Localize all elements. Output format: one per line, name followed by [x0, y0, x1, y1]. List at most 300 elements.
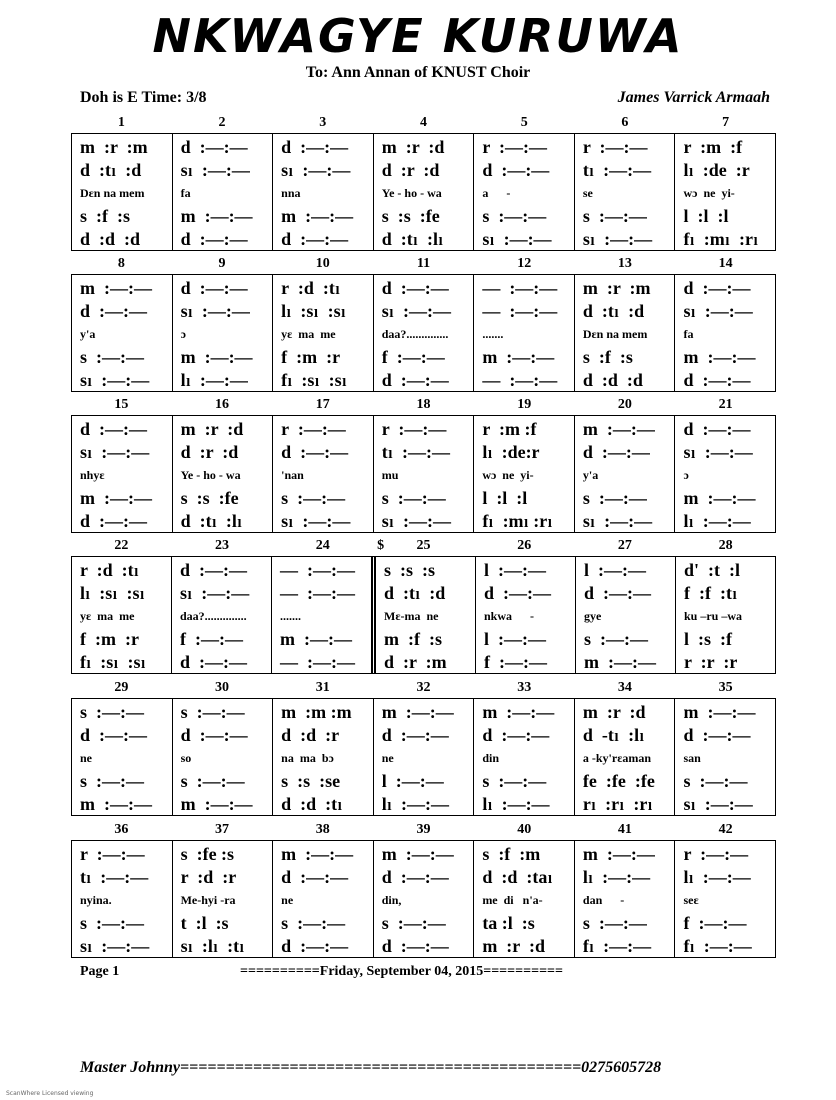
- bass-line: sₗ :—:—: [80, 936, 150, 956]
- bass-line: fₗ :—:—: [582, 936, 652, 956]
- bass-line: d :—:—: [281, 936, 349, 956]
- soprano-line: m :m :m: [281, 702, 352, 722]
- tenor-line: m :—:—: [683, 488, 756, 508]
- alto-line: d :—:—: [584, 583, 651, 603]
- tenor-line: m :—:—: [180, 206, 253, 226]
- measure: [674, 416, 775, 532]
- soprano-line: m :—:—: [482, 702, 555, 722]
- system-box: [71, 698, 776, 816]
- measure: [574, 699, 675, 815]
- measure-number-row: [71, 538, 776, 556]
- measure-number: 20: [617, 397, 632, 412]
- tenor-line: f :—:—: [180, 629, 243, 649]
- lyric-line: ɔ: [180, 327, 186, 341]
- soprano-line: s :f :m: [482, 844, 541, 864]
- soprano-line: l :—:—: [584, 560, 646, 580]
- measure-number: 4: [419, 115, 427, 130]
- soprano-line: s :s :s: [384, 560, 436, 580]
- measure-number: 22: [114, 538, 129, 553]
- bass-line: d :d :d: [80, 229, 141, 249]
- bass-line: sₗ :—:—: [381, 511, 451, 531]
- lyric-line: yɛ ma me: [281, 327, 336, 341]
- song-title: NKWAGYE KURUWA: [152, 9, 684, 63]
- measure: [272, 134, 373, 250]
- measure-number: 38: [315, 822, 330, 837]
- lyric-line: mu: [381, 468, 399, 482]
- lyric-line: .......: [280, 609, 301, 623]
- tenor-line: s :—:—: [381, 488, 446, 508]
- tenor-line: fe :fe :fe: [582, 771, 655, 791]
- lyric-line: .......: [482, 327, 504, 341]
- measure: [72, 699, 172, 815]
- lyric-line: wɔ ne yi-: [482, 468, 534, 482]
- soprano-line: m :—:—: [683, 702, 756, 722]
- measure-number: 2: [218, 115, 226, 130]
- tenor-line: m :—:—: [683, 347, 756, 367]
- lyric-line: Ye - ho - wa: [381, 186, 442, 200]
- measure: [272, 699, 373, 815]
- system-box: [71, 133, 776, 251]
- tenor-line: m :—:—: [80, 488, 152, 508]
- soprano-line: s :fe :s: [180, 844, 235, 864]
- soprano-line: m :—:—: [381, 844, 454, 864]
- lyric-line: san: [683, 751, 701, 765]
- soprano-line: r :m :f: [482, 419, 537, 439]
- measure: [575, 557, 675, 673]
- alto-line: lₗ :—:—: [683, 867, 751, 887]
- measure: [72, 557, 171, 673]
- lyric-line: Ye - ho - wa: [180, 468, 241, 482]
- alto-line: d :—:—: [582, 442, 650, 462]
- bass-line: d :—:—: [381, 370, 449, 390]
- music-system: [71, 822, 776, 958]
- bass-line: d :—:—: [683, 370, 751, 390]
- bass-line: sₗ :—:—: [683, 794, 753, 814]
- bass-line: sₗ :—:—: [482, 229, 552, 249]
- measure-number-row: [71, 822, 776, 840]
- lyric-line: se: [582, 186, 593, 200]
- lyric-line: din: [482, 751, 499, 765]
- measure: [271, 557, 371, 673]
- soprano-line: — :—:—: [280, 560, 355, 580]
- measure: [373, 699, 474, 815]
- alto-line: tₗ :—:—: [80, 867, 149, 887]
- measure-number: 29: [114, 680, 129, 695]
- alto-line: — :—:—: [280, 583, 355, 603]
- lyric-line: nkwa -: [484, 609, 535, 623]
- music-system: [71, 256, 776, 392]
- music-system: [71, 115, 776, 251]
- alto-line: lₗ :—:—: [582, 867, 651, 887]
- measure: [473, 699, 574, 815]
- footer-date: ==========Friday, September 04, 2015==========: [240, 964, 564, 979]
- measure: [574, 275, 675, 391]
- measure: [574, 416, 675, 532]
- lyric-line: fa: [180, 186, 191, 200]
- lyric-line: me di n'a-: [482, 893, 543, 907]
- alto-line: lₗ :de:r: [482, 442, 540, 462]
- measure-number: 32: [416, 680, 431, 695]
- measure: [72, 134, 172, 250]
- lyric-line: nna: [281, 186, 301, 200]
- tenor-line: m :—:—: [482, 347, 555, 367]
- measure: [473, 275, 574, 391]
- bass-line: d :tₗ :lₗ: [180, 511, 243, 531]
- composer-name: James Varrick Armaah: [617, 89, 770, 106]
- measure-number: 30: [215, 680, 230, 695]
- bass-line: fₗ :sₗ :sₗ: [80, 652, 146, 672]
- soprano-line: r :—:—: [381, 419, 447, 439]
- bass-line: rₗ :rₗ :rₗ: [582, 794, 653, 814]
- measure-number: 3: [319, 115, 327, 130]
- bass-line: f :—:—: [484, 652, 547, 672]
- tenor-line: s :—:—: [80, 771, 144, 791]
- tenor-line: t :l :s: [180, 913, 229, 933]
- alto-line: d :—:—: [281, 442, 349, 462]
- tenor-line: s :s :se: [281, 771, 341, 791]
- bass-line: fₗ :—:—: [683, 936, 752, 956]
- measure-number: 19: [517, 397, 532, 412]
- lyric-line: a -ky'rɛaman: [582, 751, 652, 765]
- bass-line: fₗ :sₗ :sₗ: [281, 370, 347, 390]
- lyric-line: ɔ: [683, 468, 689, 482]
- music-system: [71, 397, 776, 533]
- soprano-line: l :—:—: [484, 560, 546, 580]
- measure: [72, 841, 172, 957]
- alto-line: d :d :taₗ: [482, 867, 553, 887]
- tenor-line: m :f :s: [384, 629, 442, 649]
- tenor-line: s :—:—: [80, 347, 144, 367]
- tenor-line: s :—:—: [482, 771, 547, 791]
- soprano-line: d :—:—: [683, 419, 751, 439]
- soprano-line: d :—:—: [180, 560, 247, 580]
- measure: [272, 416, 373, 532]
- measure: [72, 275, 172, 391]
- measure-number: 27: [617, 538, 632, 553]
- bass-line: d :tₗ :lₗ: [381, 229, 444, 249]
- master-signature: Master Johnny============================================0275605728: [80, 1059, 662, 1076]
- alto-line: sₗ :—:—: [683, 442, 753, 462]
- soprano-line: r :—:—: [482, 137, 547, 157]
- measure-number: 5: [520, 115, 528, 130]
- tenor-line: s :—:—: [281, 488, 346, 508]
- alto-line: d :—:—: [484, 583, 551, 603]
- measure-number: 21: [718, 397, 733, 412]
- alto-line: d :d :r: [281, 725, 340, 745]
- alto-line: sₗ :—:—: [683, 301, 753, 321]
- measure: [674, 841, 775, 957]
- lyric-line: dan -: [582, 893, 625, 907]
- alto-line: d :r :d: [381, 160, 440, 180]
- soprano-line: m :r :d: [381, 137, 445, 157]
- tenor-line: s :—:—: [582, 913, 647, 933]
- alto-line: sₗ :—:—: [180, 301, 250, 321]
- lyric-line: ne: [281, 893, 294, 907]
- tenor-line: s :—:—: [80, 913, 144, 933]
- measure: [574, 134, 675, 250]
- soprano-line: d' :t :l: [684, 560, 740, 580]
- measure: [473, 416, 574, 532]
- tenor-line: s :s :fe: [381, 206, 440, 226]
- measure-number: 35: [718, 680, 733, 695]
- measure-number: 24: [315, 538, 330, 553]
- tenor-line: s :—:—: [381, 913, 446, 933]
- alto-line: d :tₗ :d: [384, 583, 446, 603]
- measure: [674, 699, 775, 815]
- tenor-line: s :—:—: [582, 488, 647, 508]
- bass-line: fₗ :mₗ :rₗ: [683, 229, 759, 249]
- measure-number-row: [71, 256, 776, 274]
- music-system: [71, 680, 776, 816]
- lyric-line: yɛ ma me: [80, 609, 135, 623]
- measure: [373, 416, 474, 532]
- measure-number: 17: [315, 397, 330, 412]
- bass-line: lₗ :—:—: [683, 511, 751, 531]
- bass-line: d :d :d: [582, 370, 643, 390]
- lyric-line: Me-hyi -ra: [180, 893, 236, 907]
- bass-line: r :r :r: [684, 652, 738, 672]
- measure: [475, 557, 575, 673]
- tenor-line: ta :l :s: [482, 913, 535, 933]
- lyric-line: daa?..............: [180, 609, 247, 623]
- bass-line: sₗ :—:—: [582, 229, 653, 249]
- bass-line: d :—:—: [80, 511, 147, 531]
- tenor-line: f :m :r: [80, 629, 139, 649]
- lyric-line: wɔ ne yi-: [683, 186, 735, 200]
- tenor-line: s :—:—: [482, 206, 547, 226]
- soprano-line: s :—:—: [180, 702, 245, 722]
- bass-line: lₗ :—:—: [180, 370, 248, 390]
- soprano-line: m :—:—: [381, 702, 454, 722]
- lyric-line: nyina.: [80, 893, 112, 907]
- measure-number: 16: [215, 397, 230, 412]
- soprano-line: r :—:—: [582, 137, 648, 157]
- measure-number: 1: [117, 115, 125, 130]
- lyric-line: y'a: [582, 468, 599, 482]
- lyric-line: Dɛn na mem: [80, 186, 145, 200]
- alto-line: r :d :r: [180, 867, 237, 887]
- bass-line: m :—:—: [180, 794, 253, 814]
- alto-line: d :—:—: [281, 867, 349, 887]
- alto-line: d :—:—: [180, 725, 248, 745]
- measure-number: 7: [722, 115, 730, 130]
- measure: [473, 841, 574, 957]
- tenor-line: s :—:—: [180, 771, 245, 791]
- soprano-line: d :—:—: [80, 419, 147, 439]
- tenor-line: m :—:—: [281, 206, 354, 226]
- lyric-line: a -: [482, 186, 511, 200]
- lyric-line: din,: [381, 893, 402, 907]
- tenor-line: s :—:—: [281, 913, 346, 933]
- alto-line: f :f :tₗ: [684, 583, 738, 603]
- alto-line: d :—:—: [381, 725, 449, 745]
- soprano-line: m :r :d: [180, 419, 244, 439]
- measure: [171, 557, 271, 673]
- measure-number: 9: [218, 256, 226, 271]
- soprano-line: r :—:—: [281, 419, 346, 439]
- alto-line: tₗ :—:—: [582, 160, 652, 180]
- tenor-line: f :m :r: [281, 347, 341, 367]
- system-box: [71, 840, 776, 958]
- tenor-line: s :—:—: [683, 771, 748, 791]
- tenor-line: f :—:—: [381, 347, 445, 367]
- bass-line: lₗ :—:—: [381, 794, 449, 814]
- tenor-line: s :—:—: [584, 629, 648, 649]
- lyric-line: nhyɛ: [80, 468, 105, 482]
- tenor-line: m :—:—: [280, 629, 352, 649]
- tenor-line: l :l :l: [683, 206, 729, 226]
- system-box: [71, 556, 776, 674]
- measure: [172, 699, 273, 815]
- tenor-line: l :l :l: [482, 488, 528, 508]
- key-time-signature: Doh is E Time: 3/8: [80, 89, 207, 106]
- tenor-line: s :f :s: [80, 206, 130, 226]
- soprano-line: d :—:—: [683, 278, 751, 298]
- tenor-line: s :f :s: [582, 347, 633, 367]
- dedication: To: Ann Annan of KNUST Choir: [305, 64, 531, 81]
- measure: [72, 416, 172, 532]
- alto-line: — :—:—: [482, 301, 558, 321]
- alto-line: d :—:—: [80, 301, 147, 321]
- soprano-line: r :—:—: [683, 844, 749, 864]
- measure-number: 41: [617, 822, 632, 837]
- measure-number-row: [71, 397, 776, 415]
- measure-number: 6: [621, 115, 629, 130]
- soprano-line: d :—:—: [381, 278, 449, 298]
- alto-line: d :tₗ :d: [582, 301, 645, 321]
- alto-line: d :—:—: [683, 725, 751, 745]
- lyric-line: Dɛn na mem: [582, 327, 648, 341]
- lyric-line: ne: [381, 751, 394, 765]
- measure-number: 34: [617, 680, 632, 695]
- soprano-line: m :r :m: [582, 278, 651, 298]
- soprano-line: r :—:—: [80, 844, 145, 864]
- alto-line: d :—:—: [80, 725, 147, 745]
- measure: [373, 134, 474, 250]
- soprano-line: d :—:—: [180, 137, 248, 157]
- soprano-line: r :d :tₗ: [281, 278, 341, 298]
- soprano-line: m :—:—: [80, 278, 152, 298]
- measure: [674, 275, 775, 391]
- lyric-line: na ma bɔ: [281, 751, 334, 765]
- measure-number-row: [71, 680, 776, 698]
- measure-number: 28: [718, 538, 733, 553]
- measure: [172, 416, 273, 532]
- tenor-line: s :s :fe: [180, 488, 239, 508]
- measure-number: 23: [215, 538, 230, 553]
- alto-line: sₗ :—:—: [180, 583, 250, 603]
- music-system: [71, 538, 776, 674]
- measure: [574, 841, 675, 957]
- soprano-line: m :—:—: [582, 844, 655, 864]
- lyric-line: gye: [584, 609, 602, 623]
- bass-line: d :r :m: [384, 652, 447, 672]
- soprano-line: m :—:—: [582, 419, 655, 439]
- bass-line: — :—:—: [482, 370, 558, 390]
- lyric-line: fa: [683, 327, 694, 341]
- soprano-line: — :—:—: [482, 278, 558, 298]
- soprano-line: s :—:—: [80, 702, 144, 722]
- tenor-line: l :s :f: [684, 629, 732, 649]
- bass-line: m :—:—: [584, 652, 656, 672]
- measure-number: 8: [117, 256, 125, 271]
- soprano-line: d :—:—: [281, 137, 349, 157]
- measure-number: 18: [416, 397, 431, 412]
- bass-line: d :—:—: [180, 229, 248, 249]
- bass-line: — :—:—: [280, 652, 355, 672]
- measure-number: 15: [114, 397, 129, 412]
- bass-line: d :—:—: [381, 936, 449, 956]
- alto-line: d :—:—: [381, 867, 449, 887]
- system-box: [71, 274, 776, 392]
- measure: [172, 275, 273, 391]
- bass-line: sₗ :—:—: [582, 511, 653, 531]
- measure: [473, 134, 574, 250]
- tenor-line: s :—:—: [582, 206, 647, 226]
- alto-line: d :—:—: [482, 725, 550, 745]
- bass-line: m :r :d: [482, 936, 545, 956]
- measure-number-row: [71, 115, 776, 133]
- soprano-line: m :r :m: [80, 137, 148, 157]
- bass-line: sₗ :—:—: [80, 370, 150, 390]
- measure-number: 31: [315, 680, 330, 695]
- tenor-line: l :—:—: [381, 771, 444, 791]
- measure-number: 36: [114, 822, 129, 837]
- bass-line: d :d :tₗ: [281, 794, 343, 814]
- measure: [272, 275, 373, 391]
- tenor-line: l :—:—: [484, 629, 546, 649]
- bass-line: sₗ :lₗ :tₗ: [180, 936, 245, 956]
- scanner-watermark: ScanWhere Licensed viewing: [6, 1090, 94, 1097]
- measure-number: 13: [617, 256, 632, 271]
- bass-line: m :—:—: [80, 794, 152, 814]
- alto-line: lₗ :sₗ :sₗ: [281, 301, 346, 321]
- measure: [172, 841, 273, 957]
- measure: [373, 841, 474, 957]
- bass-line: fₗ :mₗ :rₗ: [482, 511, 553, 531]
- lyric-line: ne: [80, 751, 92, 765]
- measure-number: 25: [416, 538, 431, 553]
- tenor-line: m :—:—: [180, 347, 253, 367]
- lyric-line: so: [180, 751, 192, 765]
- measure: [675, 557, 775, 673]
- measure: [674, 134, 775, 250]
- measure-number: 40: [517, 822, 532, 837]
- alto-line: d :r :d: [180, 442, 239, 462]
- lyric-line: y'a: [80, 327, 96, 341]
- soprano-line: r :d :tₗ: [80, 560, 139, 580]
- alto-line: tₗ :—:—: [381, 442, 450, 462]
- lyric-line: seɛ: [683, 893, 699, 907]
- tenor-line: f :—:—: [683, 913, 747, 933]
- measure: [371, 557, 475, 673]
- alto-line: d :—:—: [482, 160, 550, 180]
- alto-line: d :tₗ :d: [80, 160, 142, 180]
- bass-line: d :—:—: [180, 652, 247, 672]
- measure-number: 39: [416, 822, 431, 837]
- measure-number: 37: [215, 822, 230, 837]
- alto-line: sₗ :—:—: [381, 301, 451, 321]
- measure: [373, 275, 474, 391]
- bass-line: sₗ :—:—: [281, 511, 351, 531]
- measure-number: 33: [517, 680, 532, 695]
- measure: [272, 841, 373, 957]
- measure-number: 26: [517, 538, 532, 553]
- measure-number: 14: [718, 256, 733, 271]
- lyric-line: 'nan: [281, 468, 304, 482]
- bass-line: d :—:—: [281, 229, 349, 249]
- soprano-line: d :—:—: [180, 278, 248, 298]
